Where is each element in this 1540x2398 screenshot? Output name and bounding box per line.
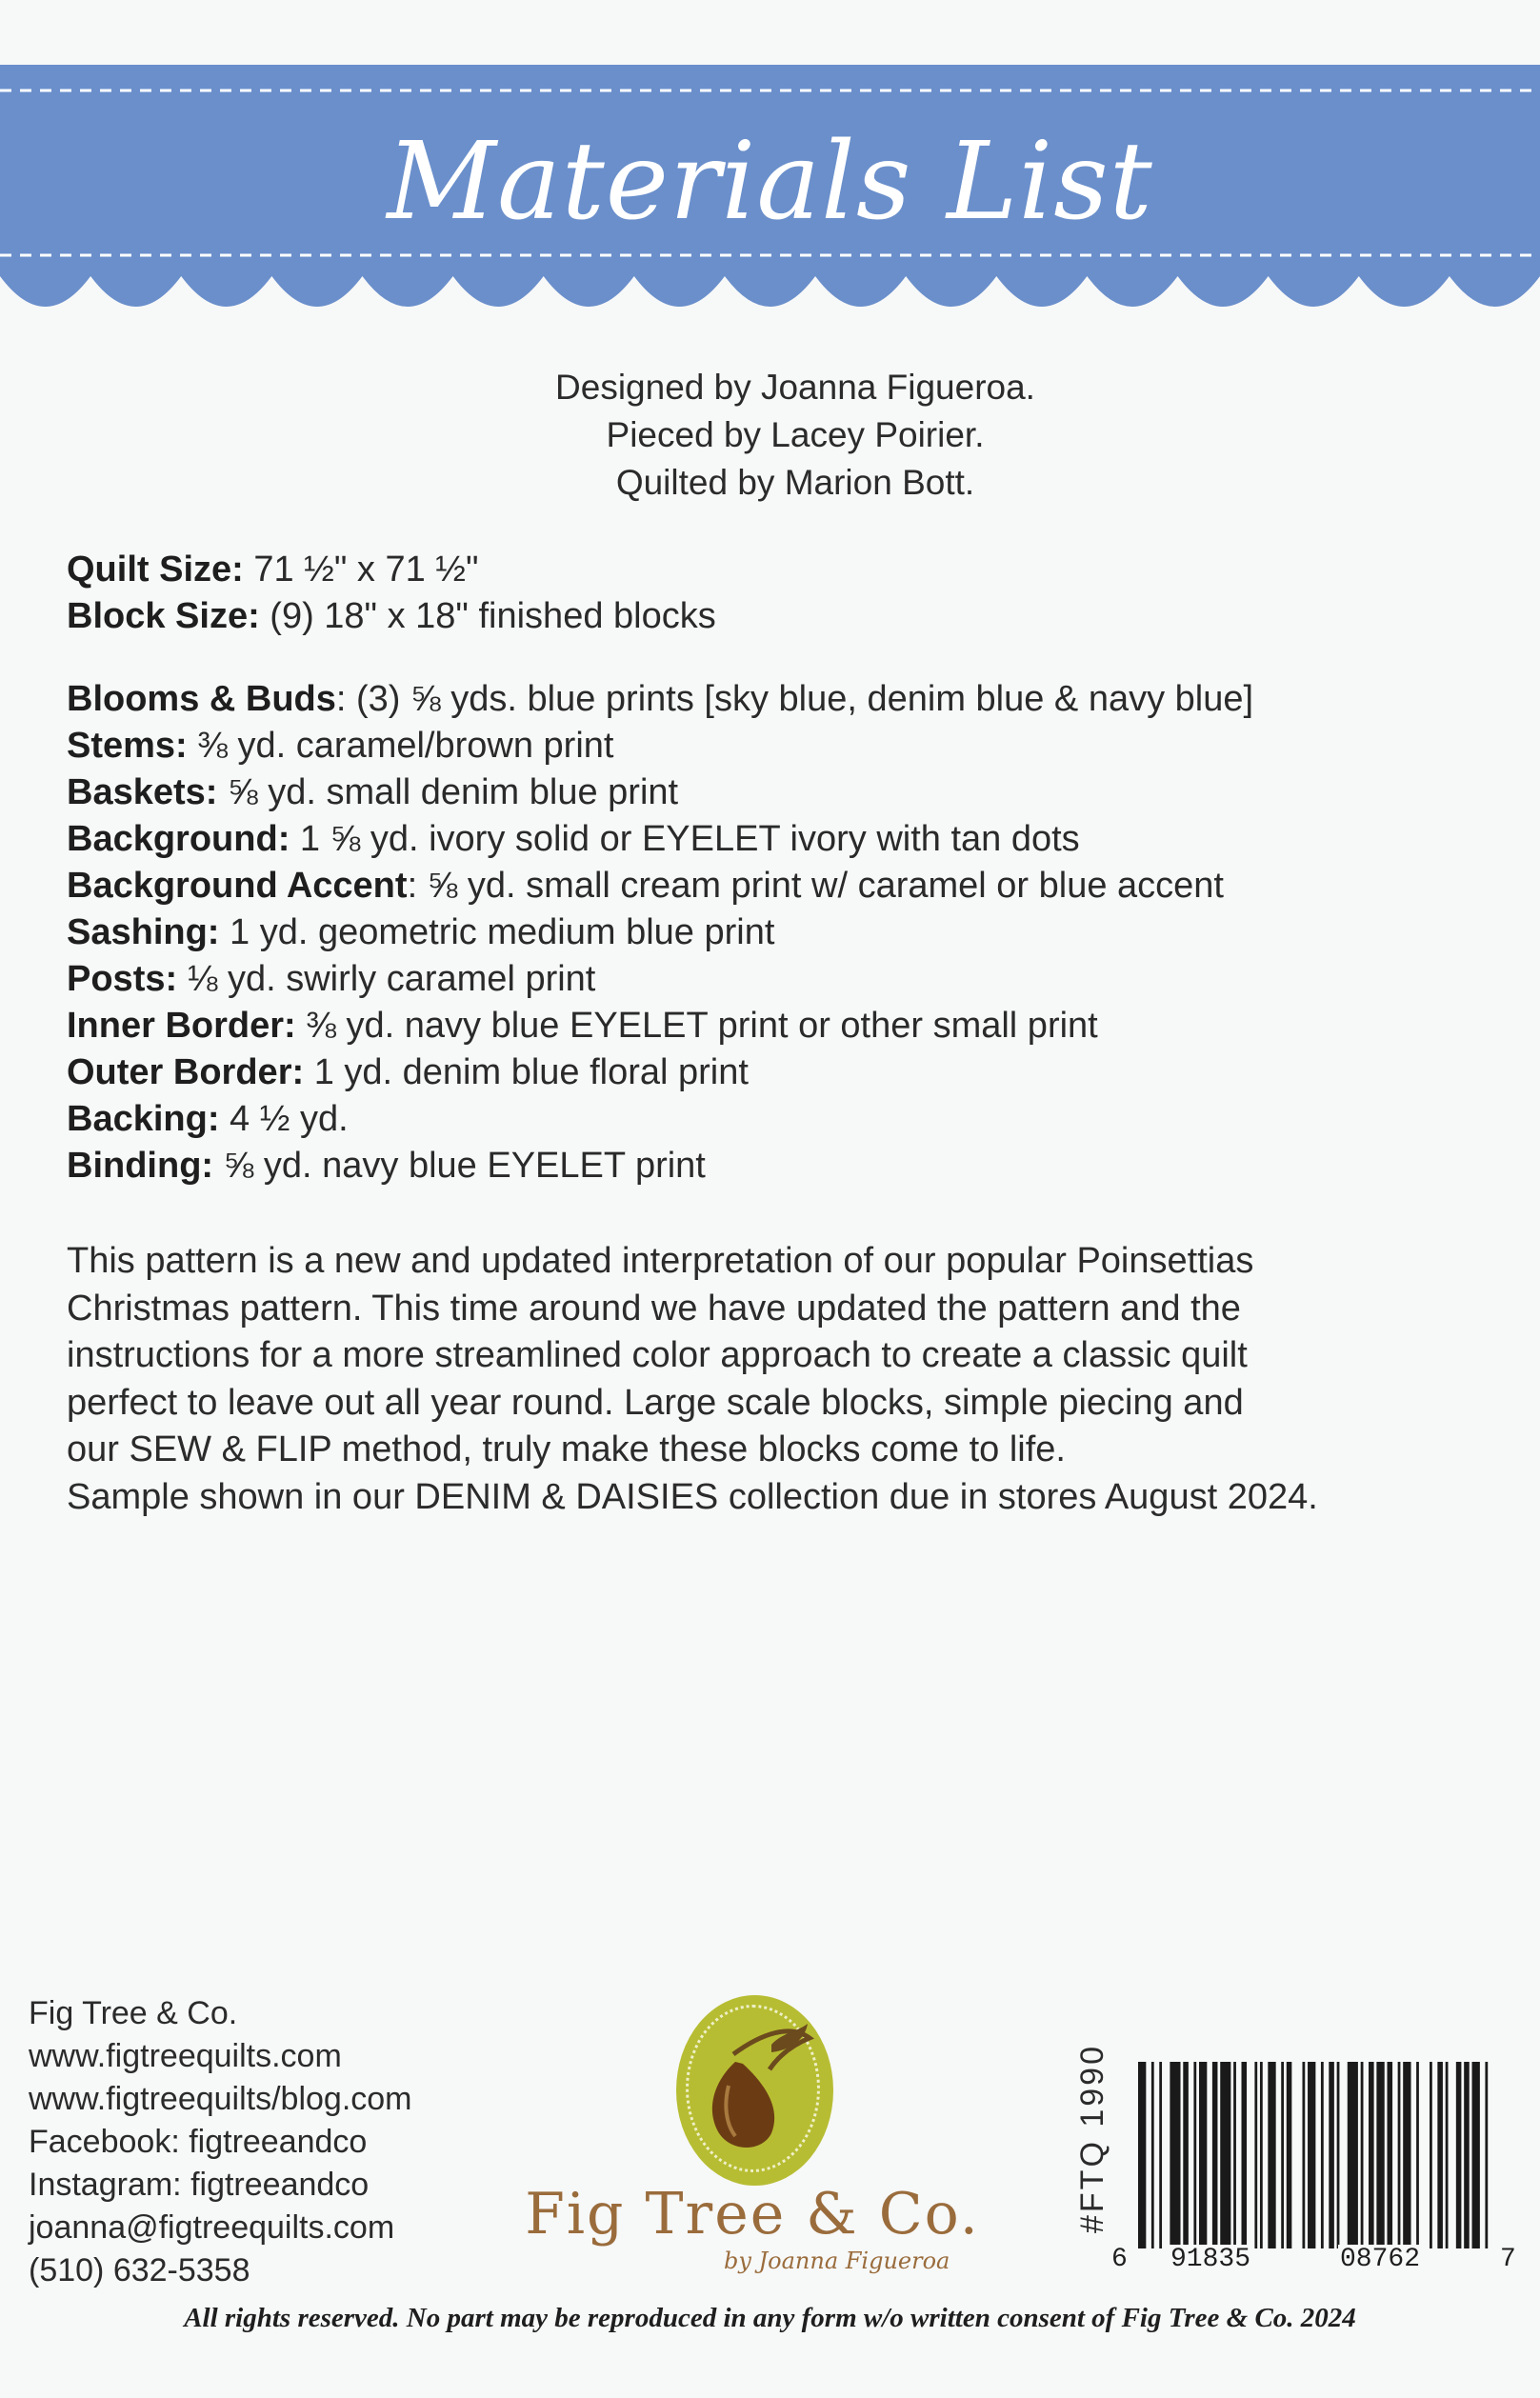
website-link: www.figtreequilts.com <box>29 2038 342 2074</box>
copyright-notice: All rights reserved. No part may be reproduced in any form w/o written consent of Fig Tree & Co. 2024 <box>184 2303 1356 2333</box>
barcode-bar <box>1260 2062 1263 2248</box>
barcode-bar <box>1254 2062 1257 2248</box>
spec-quilt-size <box>67 547 1495 593</box>
barcode-bar <box>1403 2062 1410 2248</box>
material-item <box>67 769 1495 816</box>
spec-value: (9) 18" x 18" finished blocks <box>259 596 716 636</box>
material-label: Baskets: <box>67 772 218 812</box>
material-label: Stems: <box>67 726 188 766</box>
material-value: ⅛ yd. swirly caramel print <box>177 959 596 999</box>
barcode-bar <box>1268 2062 1275 2248</box>
barcode-bar <box>1337 2062 1340 2248</box>
material-value: : ⅝ yd. small cream print w/ caramel or blue accent <box>407 866 1224 906</box>
description-line: Sample shown in our DENIM & DAISIES collection due in stores August 2024. <box>67 1476 1318 1517</box>
top-margin <box>0 0 1540 65</box>
upc-barcode <box>1086 2052 1524 2281</box>
barcode-bar <box>1376 2062 1384 2248</box>
material-value: 1 yd. geometric medium blue print <box>219 912 775 952</box>
page-title: Materials List <box>387 120 1153 244</box>
material-item <box>67 1096 1495 1143</box>
barcode-bar <box>1281 2062 1284 2248</box>
spec-block-size <box>67 593 1495 640</box>
barcode-bar <box>1308 2062 1315 2248</box>
barcode-check-digit: 7 <box>1500 2245 1516 2274</box>
spec-label: Quilt Size: <box>67 550 244 590</box>
barcode-bars <box>1138 2062 1490 2248</box>
barcode-bar <box>1193 2062 1196 2248</box>
brand-tagline: by Joanna Figueroa <box>724 2248 950 2274</box>
brand-logo <box>505 1995 1038 2281</box>
barcode-bar <box>1485 2062 1488 2248</box>
barcode-bar <box>1287 2062 1292 2248</box>
size-specs <box>67 547 1495 640</box>
barcode-bar <box>1138 2062 1146 2248</box>
fig-icon <box>676 1995 833 2186</box>
barcode-bar <box>1321 2062 1324 2248</box>
contact-info <box>29 1992 562 2292</box>
material-label: Posts: <box>67 959 178 999</box>
barcode-bar <box>1361 2062 1364 2248</box>
spec-label: Block Size: <box>67 596 260 636</box>
description-line: perfect to leave out all year round. Large scale blocks, simple piecing and <box>67 1382 1244 1423</box>
facebook-handle: Facebook: figtreeandco <box>29 2124 368 2160</box>
description-line: This pattern is a new and updated interpretation of our popular Poinsettias <box>67 1241 1254 1281</box>
material-value: 1 ⅝ yd. ivory solid or EYELET ivory with tan dots <box>290 819 1080 859</box>
barcode-bar <box>1472 2062 1480 2248</box>
material-value: ⅜ yd. navy blue EYELET print or other small print <box>295 1006 1098 1046</box>
material-item <box>67 909 1495 956</box>
barcode-bar <box>1233 2062 1236 2248</box>
material-value: 1 yd. denim blue floral print <box>304 1052 749 1092</box>
material-item <box>67 1143 1495 1189</box>
barcode-bar <box>1151 2062 1154 2248</box>
material-item <box>67 956 1495 1003</box>
material-item <box>67 1003 1495 1049</box>
material-value: 4 ½ yd. <box>219 1099 349 1139</box>
description-line: instructions for a more streamlined color approach to create a classic quilt <box>67 1335 1248 1375</box>
material-label: Blooms & Buds <box>67 679 336 719</box>
barcode-bar <box>1241 2062 1247 2248</box>
barcode-bar <box>1220 2062 1230 2248</box>
barcode-bar <box>1329 2062 1334 2248</box>
barcode-bar <box>1348 2062 1358 2248</box>
materials-list <box>67 676 1495 1189</box>
material-item <box>67 1049 1495 1096</box>
description-line: our SEW & FLIP method, truly make these blocks come to life. <box>67 1429 1066 1469</box>
material-label: Background Accent <box>67 866 408 906</box>
material-label: Backing: <box>67 1099 220 1139</box>
pattern-description <box>67 1238 1495 1521</box>
barcode-bar <box>1398 2062 1401 2248</box>
barcode-bar <box>1416 2062 1419 2248</box>
material-label: Sashing: <box>67 912 220 952</box>
material-item <box>67 816 1495 863</box>
barcode-bar <box>1430 2062 1432 2248</box>
barcode-lead-digit: 6 <box>1111 2245 1128 2274</box>
material-item <box>67 863 1495 909</box>
barcode-bar <box>1159 2062 1162 2248</box>
phone-number: (510) 632-5358 <box>29 2252 250 2288</box>
barcode-bar <box>1437 2062 1443 2248</box>
barcode-left-digits: 91835 <box>1170 2245 1251 2274</box>
barcode-right-digits: 08762 <box>1340 2245 1421 2274</box>
material-label: Outer Border: <box>67 1052 305 1092</box>
barcode-bar <box>1170 2062 1180 2248</box>
material-label: Inner Border: <box>67 1006 296 1046</box>
logo-oval <box>676 1995 833 2186</box>
credit-designer: Designed by Joanna Figueroa. <box>555 368 1035 407</box>
barcode-bar <box>1212 2062 1218 2248</box>
material-value: ⅝ yd. navy blue EYELET print <box>213 1146 706 1186</box>
description-line: Christmas pattern. This time around we have updated the pattern and the <box>67 1288 1241 1329</box>
title-banner <box>0 65 1540 341</box>
company-name: Fig Tree & Co. <box>29 1995 238 2031</box>
barcode-bar <box>1446 2062 1449 2248</box>
barcode-bar <box>1388 2062 1393 2248</box>
material-label: Background: <box>67 819 290 859</box>
material-value: ⅝ yd. small denim blue print <box>217 772 679 812</box>
barcode-bar <box>1464 2062 1470 2248</box>
material-item <box>67 676 1495 723</box>
instagram-handle: Instagram: figtreeandco <box>29 2167 370 2203</box>
credit-quilter: Quilted by Marion Bott. <box>615 463 975 502</box>
material-value: : (3) ⅝ yds. blue prints [sky blue, denim blue & navy blue] <box>335 679 1254 719</box>
material-value: ⅜ yd. caramel/brown print <box>187 726 614 766</box>
barcode-bar <box>1199 2062 1207 2248</box>
blog-link: www.figtreequilts/blog.com <box>29 2081 412 2117</box>
barcode-bar <box>1302 2062 1305 2248</box>
sku-number: #FTQ 1990 <box>1074 2044 1110 2233</box>
email-address: joanna@figtreequilts.com <box>29 2209 395 2246</box>
credit-piecer: Pieced by Lacey Poirier. <box>606 415 985 454</box>
spec-value: 71 ½" x 71 ½" <box>243 550 479 590</box>
barcode-bar <box>1456 2062 1462 2248</box>
barcode-bar <box>1183 2062 1189 2248</box>
material-label: Binding: <box>67 1146 214 1186</box>
barcode-bar <box>1369 2062 1374 2248</box>
brand-name: Fig Tree & Co. <box>525 2181 980 2248</box>
material-item <box>67 723 1495 769</box>
credits <box>0 364 1540 507</box>
